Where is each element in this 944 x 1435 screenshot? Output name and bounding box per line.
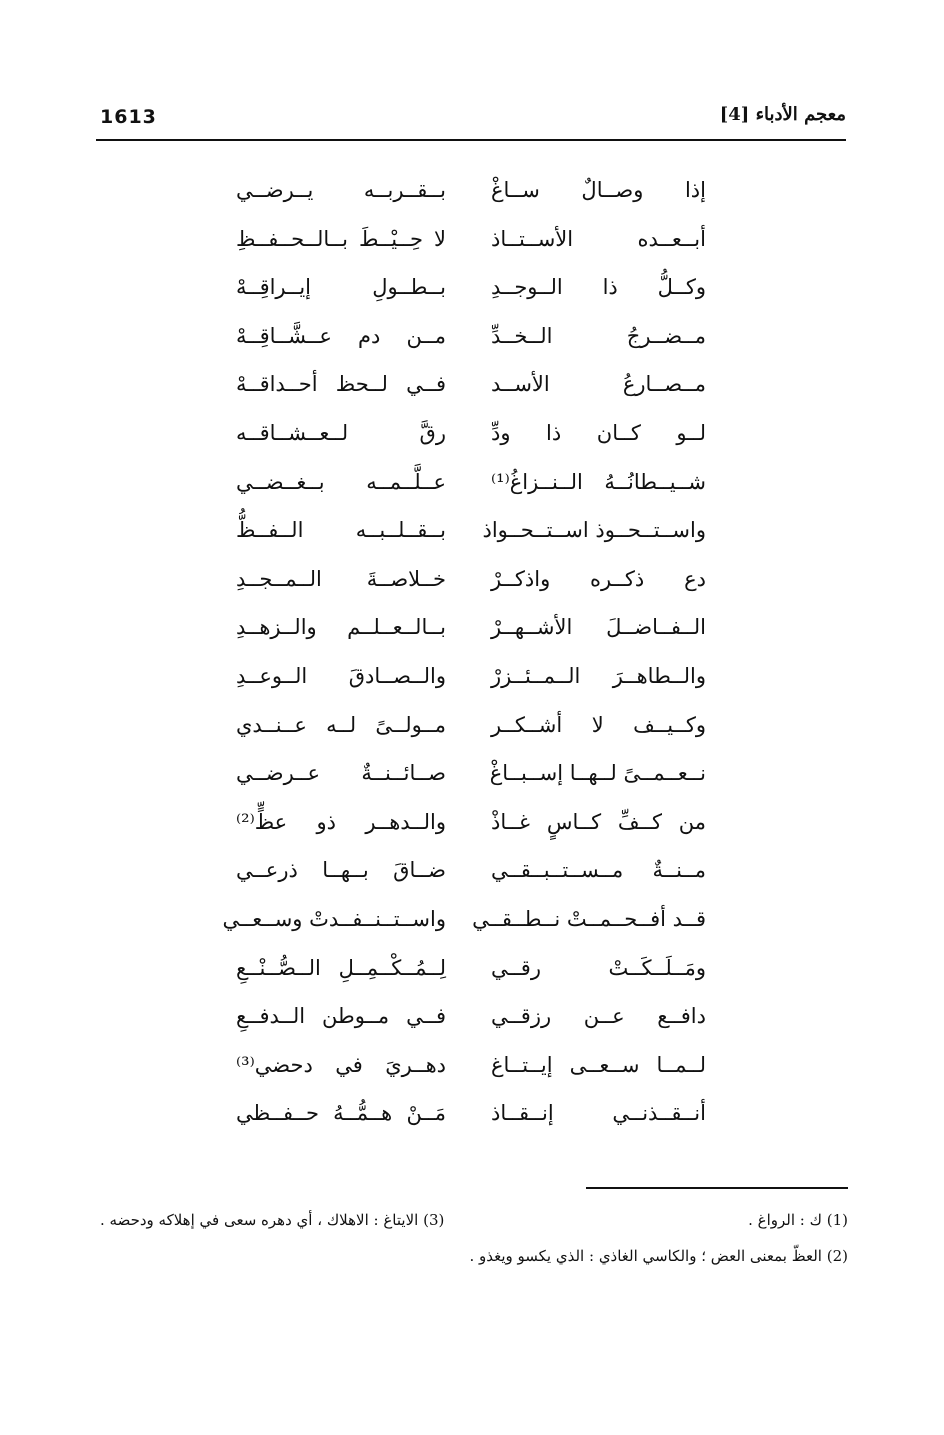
page-header bbox=[96, 102, 846, 134]
verse-line bbox=[236, 458, 706, 507]
verse-line bbox=[236, 846, 706, 895]
verse-second-hemistich: بــطــولِ إيــراقِــهْ bbox=[236, 275, 446, 300]
verse-first-hemistich: أبــعــده الأســتــاذ bbox=[491, 226, 706, 251]
verse-second-hemistich: رقَّ لــعــشــاقــه bbox=[236, 420, 446, 445]
verse-second-hemistich: بــقــلــبــه الــفــظُّ bbox=[236, 518, 446, 543]
verse-first-hemistich: مــضــرجُ الــخــدِّ bbox=[491, 323, 706, 348]
verse-line bbox=[236, 603, 706, 652]
verse-second-hemistich: والــدهــر ذو عظٍّ⁽²⁾ bbox=[236, 809, 446, 834]
footnote-3: (3) الايتاغ : الاهلاك ، أي دهره سعى في إهلاكه ودحضه . bbox=[100, 1211, 445, 1229]
verse-second-hemistich: والــصــادقَ الــوعــدِ bbox=[236, 663, 446, 688]
verse-line bbox=[236, 166, 706, 215]
verse-line bbox=[236, 263, 706, 312]
verse-second-hemistich: عــلَّــمــه بــغــضــي bbox=[236, 469, 446, 494]
verse-line bbox=[236, 360, 706, 409]
verse-line bbox=[236, 555, 706, 604]
verse-second-hemistich: لِــمُــكْــمِــلِ الــصُّــنْــعِ bbox=[236, 955, 446, 980]
page-number: 1613 bbox=[100, 106, 157, 128]
footnote-1: (1) ك : الرواغ . bbox=[748, 1211, 848, 1229]
verse-second-hemistich: ضــاقَ بــهــا ذرعــي bbox=[236, 858, 446, 883]
verse-first-hemistich: من كــفِّ كــاسٍ غــاذْ bbox=[491, 809, 706, 834]
verse-second-hemistich: صــائــنــةٌ عــرضــي bbox=[236, 761, 446, 786]
verse-second-hemistich: بــقــربــه يــرضــي bbox=[236, 178, 446, 202]
verse-second-hemistich: مَــنْ هــمُّــهُ حــفــظي bbox=[236, 1101, 446, 1126]
verse-line bbox=[236, 701, 706, 750]
verse-second-hemistich: خــلاصــةَ الــمــجــدِ bbox=[236, 566, 446, 591]
verse-first-hemistich: لــمــا ســعــى إيــتــاغ bbox=[491, 1052, 706, 1077]
verse-second-hemistich: فــي مــوطن الــدفــعِ bbox=[236, 1004, 446, 1029]
verse-line bbox=[236, 506, 706, 555]
verse-first-hemistich: وكــلُّ ذا الــوجــدِ bbox=[491, 275, 706, 300]
verse-line bbox=[236, 944, 706, 993]
verse-line bbox=[236, 215, 706, 264]
verse-first-hemistich: قــد أفــحــمــتْ نــطــقــي bbox=[472, 906, 706, 931]
verse-line bbox=[236, 1089, 706, 1138]
verse-first-hemistich: دافــع عــن رزقــي bbox=[491, 1004, 706, 1029]
footnotes bbox=[96, 1205, 848, 1277]
verse-first-hemistich: والــطاهــرَ الــمــئــزرْ bbox=[491, 663, 706, 688]
verse-second-hemistich: واســتــنــفــدتْ وســعــي bbox=[222, 906, 446, 931]
footnote-row bbox=[96, 1241, 848, 1277]
verse-first-hemistich: دع ذكــره واذكــرْ bbox=[491, 566, 706, 591]
verse-first-hemistich: إذا وصــالٌ ســاغْ bbox=[491, 178, 706, 202]
poem bbox=[222, 166, 706, 1138]
verse-first-hemistich: لــو كــان ذا ودِّ bbox=[491, 420, 706, 445]
running-title: معجم الأدباء [4] bbox=[719, 104, 846, 125]
header-rule bbox=[96, 139, 846, 141]
verse-line bbox=[236, 312, 706, 361]
verse-first-hemistich: نــعــمــىً لــهــا إســبــاغْ bbox=[489, 761, 706, 786]
verse-line bbox=[236, 409, 706, 458]
verse-first-hemistich: شــيــطانُــهُ الــنــزاغُ⁽¹⁾ bbox=[491, 469, 706, 494]
verse-line bbox=[236, 749, 706, 798]
verse-line bbox=[236, 1041, 706, 1090]
verse-first-hemistich: مــنــةٌ مــســتــبــقــي bbox=[491, 858, 706, 883]
verse-second-hemistich: فــي لــحظ أحــداقــهْ bbox=[236, 372, 446, 397]
verse-first-hemistich: أنــقــذنــي إنــقــاذ bbox=[491, 1101, 706, 1126]
verse-first-hemistich: واســتــحــوذ اســتــحــواذ bbox=[482, 518, 706, 543]
verse-second-hemistich: لا حِــيْــطَ بــالــحــفــظِ bbox=[236, 226, 446, 251]
verse-second-hemistich: مــن دم عــشَّــاقِــهْ bbox=[236, 323, 446, 348]
verse-first-hemistich: مــصــارعُ الأســد bbox=[491, 372, 706, 397]
verse-first-hemistich: وكــيــف لا أشــكــر bbox=[491, 712, 706, 737]
verse-first-hemistich: الــفــاضــلَ الأشــهــرْ bbox=[491, 615, 706, 640]
verse-line bbox=[236, 992, 706, 1041]
verse-second-hemistich: بــالــعــلــم والــزهــدِ bbox=[236, 615, 446, 640]
footnote-2: (2) العظّ بمعنى العض ؛ والكاسي الغاذي : الذي يكسو ويغذو . bbox=[469, 1247, 848, 1265]
verse-second-hemistich: مــولــىً لــه عــنــدي bbox=[236, 712, 446, 737]
verse-line bbox=[236, 798, 706, 847]
verse-line bbox=[222, 895, 706, 944]
footnote-row bbox=[96, 1205, 848, 1241]
footnote-rule bbox=[586, 1187, 848, 1189]
verse-first-hemistich: ومَــلَــكَــتْ رقــي bbox=[491, 955, 706, 980]
verse-line bbox=[236, 652, 706, 701]
verse-second-hemistich: دهــريَ في دحضي⁽³⁾ bbox=[236, 1052, 446, 1077]
